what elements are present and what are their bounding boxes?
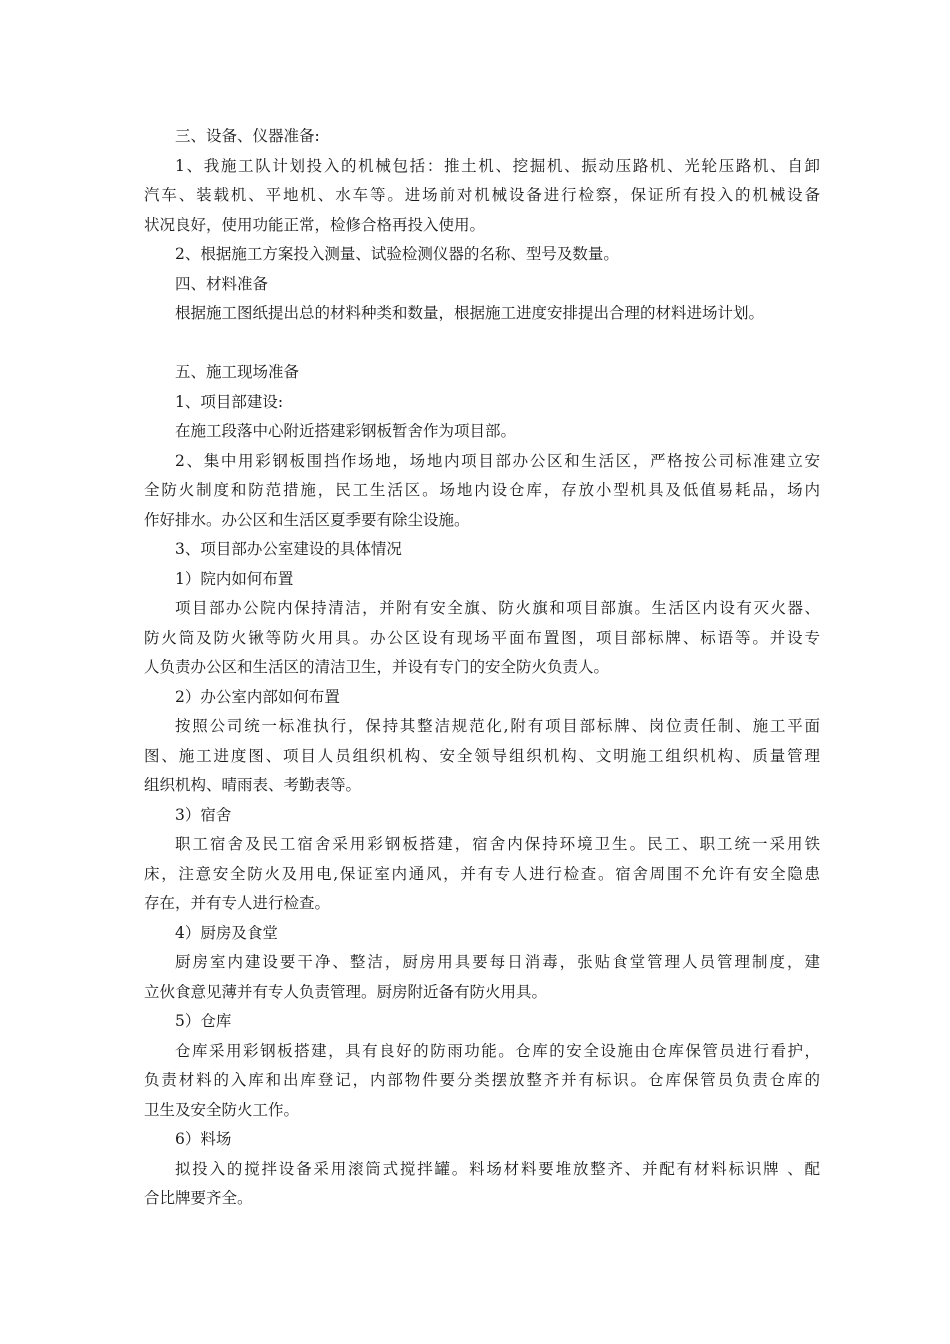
subitem-heading: 6）料场 [175,1130,232,1148]
paragraph-line: 在施工段落中心附近搭建彩钢板暂舍作为项目部。 [175,422,517,440]
subitem-heading: 2）办公室内部如何布置 [175,687,340,706]
paragraph-line: 拟投入的搅拌设备采用滚筒式搅拌罐。料场材料要堆放整齐、并配有材料标识牌 、配 [175,1159,820,1178]
paragraph-line: 全防火制度和防范措施，民工生活区。场地内设仓库，存放小型机具及低值易耗品，场内 [144,481,820,499]
blank-line [144,329,820,359]
paragraph-line: 卫生及安全防火工作。 [144,1100,300,1119]
paragraph-line: 汽车、装载机、平地机、水车等。进场前对机械设备进行检察，保证所有投入的机械设备 [144,186,820,204]
paragraph-line: 防火筒及防火锹等防火用具。办公区设有现场平面布置图，项目部标牌、标语等。并设专 [144,628,820,647]
paragraph-line: 状况良好，使用功能正常，检修合格再投入使用。 [144,215,486,234]
paragraph-line: 根据施工图纸提出总的材料种类和数量，根据施工进度安排提出合理的材料进场计划。 [175,304,765,322]
paragraph-line: 负责材料的入库和出库登记，内部物件要分类摆放整齐并有标识。仓库保管员负责仓库的 [144,1071,820,1089]
paragraph-line: 1、我施工队计划投入的机械包括：推土机、挖掘机、振动压路机、光轮压路机、自卸 [175,156,820,175]
paragraph-line: 项目部办公院内保持清洁，并附有安全旗、防火旗和项目部旗。生活区内设有灭火器、 [175,599,820,617]
paragraph-line: 图、施工进度图、项目人员组织机构、安全领导组织机构、文明施工组织机构、质量管理 [144,746,820,765]
item-heading: 3、项目部办公室建设的具体情况 [175,540,402,558]
paragraph-line: 立伙食意见薄并有专人负责管理。厨房附近备有防火用具。 [144,982,548,1001]
paragraph-line: 存在，并有专人进行检查。 [144,894,331,912]
paragraph-line: 床，注意安全防火及用电,保证室内通风，并有专人进行检查。宿舍周围不允许有安全隐患 [144,864,820,883]
section-heading-site: 五、施工现场准备 [175,363,300,381]
paragraph-line: 2、集中用彩钢板围挡作场地，场地内项目部办公区和生活区，严格按公司标准建立安 [175,451,820,470]
subitem-heading: 3）宿舍 [175,805,232,824]
section-heading-equipment: 三、设备、仪器准备: [175,127,320,145]
paragraph-line: 厨房室内建设要干净、整洁，厨房用具要每日消毒，张贴食堂管理人员管理制度，建 [175,953,820,971]
section-heading-materials: 四、材料准备 [175,274,269,293]
paragraph-line: 合比牌要齐全。 [144,1189,253,1207]
paragraph-line: 仓库采用彩钢板搭建，具有良好的防雨功能。仓库的安全设施由仓库保管员进行看护， [175,1041,820,1060]
paragraph-line: 按照公司统一标准执行，保持其整洁规范化,附有项目部标牌、岗位责任制、施工平面 [175,717,820,735]
paragraph-line: 组织机构、晴雨表、考勤表等。 [144,776,362,794]
paragraph-line: 作好排水。办公区和生活区夏季要有除尘设施。 [144,510,470,529]
paragraph-line: 职工宿舍及民工宿舍采用彩钢板搭建，宿舍内保持环境卫生。民工、职工统一采用铁 [175,835,820,853]
paragraph-line: 2、根据施工方案投入测量、试验检测仪器的名称、型号及数量。 [175,245,619,263]
paragraph-line: 人负责办公区和生活区的清洁卫生，并设有专门的安全防火负责人。 [144,658,610,676]
subitem-heading: 1）院内如何布置 [175,569,294,588]
subitem-heading: 4）厨房及食堂 [175,923,278,942]
item-heading: 1、项目部建设: [175,392,284,411]
subitem-heading: 5）仓库 [175,1012,232,1030]
document-body [144,122,820,1214]
